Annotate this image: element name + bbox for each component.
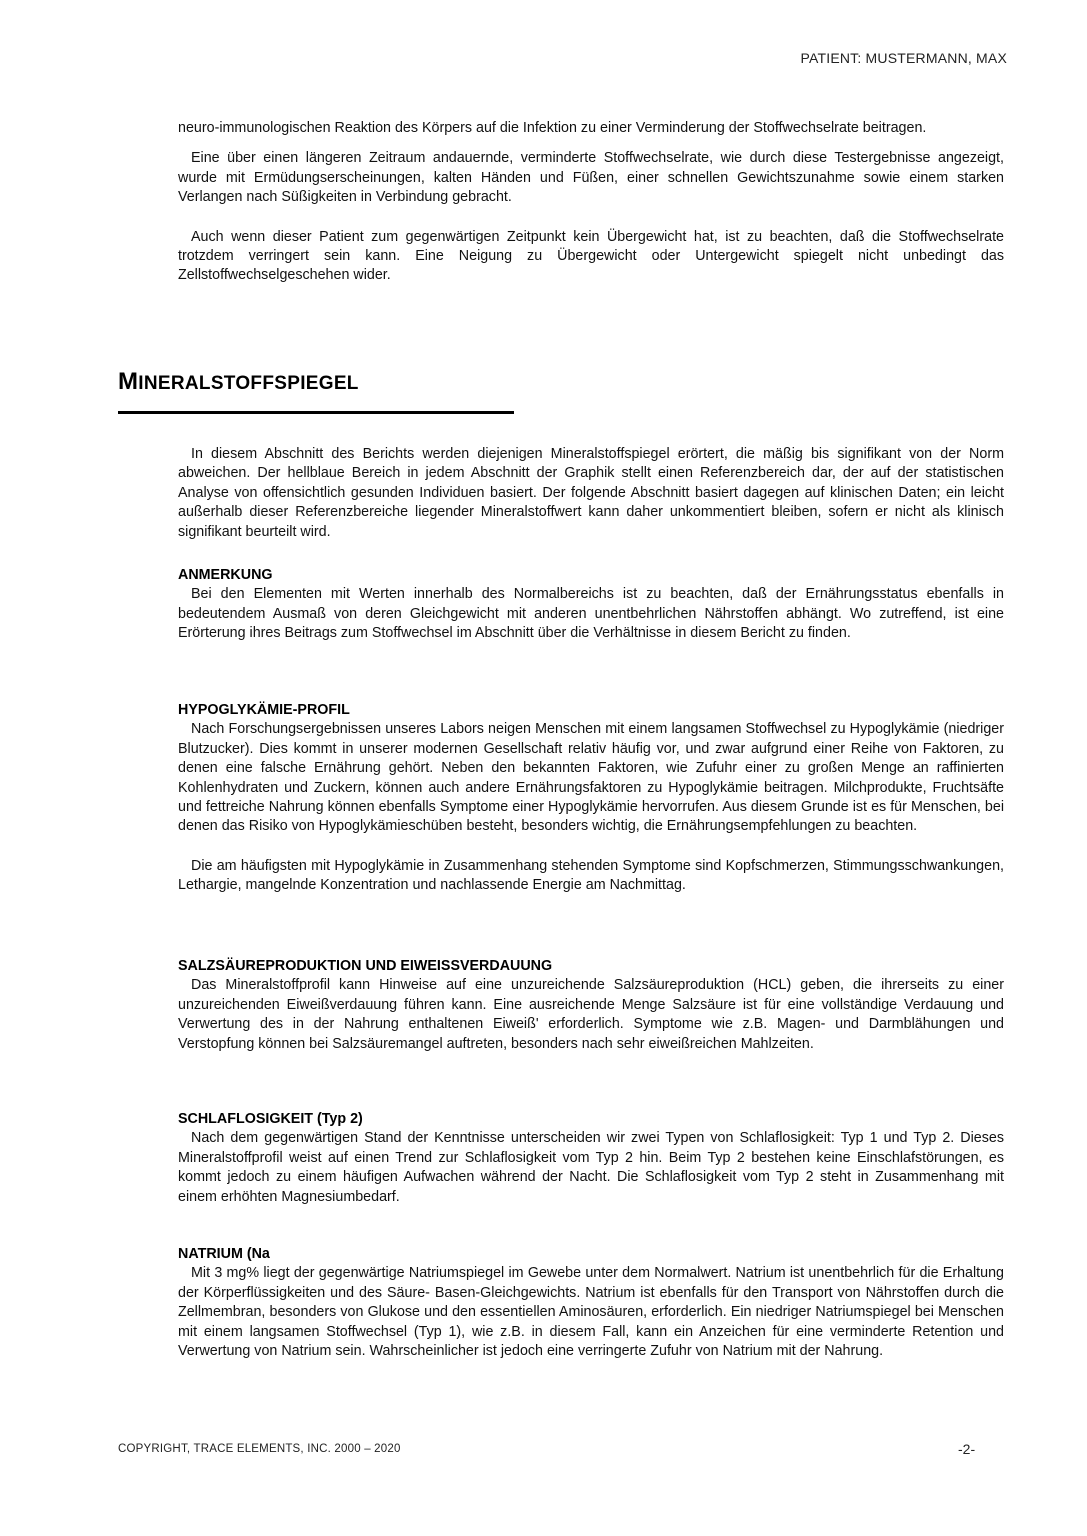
salzsaeure-text: Das Mineralstoffprofil kann Hinweise auf eine unzureichende Salzsäureproduktion (HCL) geben, die ihrerseits zu einer unzureichenden Eiweißverdauung führen kann. Eine ausreichende Menge Salzsäure ist für eine vollständige Verdauung und Verwertung des in der Nahrung enthaltenen Eiweiß' erforderlich. Symptome wie z.B. Magen- und Darmblähungen und Verstopfung können bei Salzsäuremangel auftreten, besonders nach sehr eiweißreichen Mahlzeiten. [178,977,1004,1052]
section-intro [178,445,1004,542]
patient-header: PATIENT: MUSTERMANN, MAX [800,50,1007,66]
schlaflosigkeit-text: Nach dem gegenwärtigen Stand der Kenntnisse unterscheiden wir zwei Typen von Schlaflosigkeit: Typ 1 und Typ 2. Dieses Mineralstoffprofil weist auf einen Trend zur Schlaflosigkeit vom Typ 2 hin. Beim Typ 2 bestehen keine Einschlafstörungen, es kommt jedoch zu einem häufigen Aufwachen während der Nacht. Die Schlaflosigkeit vom Typ 2 steht in Zusammenhang mit einem erhöhten Magnesiumbedarf. [178,1130,1004,1205]
intro-paragraph-1: neuro-immunologischen Reaktion des Körpers auf die Infektion zu einer Verminderung der Stoffwechselrate beitragen. [178,120,927,136]
section-title-rest: INERALSTOFFSPIEGEL [138,373,359,394]
section-title-initial: M [118,368,139,395]
natrium-heading: NATRIUM (Na [178,1246,270,1262]
intro-paragraph-3: Auch wenn dieser Patient zum gegenwärtigen Zeitpunkt kein Übergewicht hat, ist zu beachten, daß die Stoffwechselrate trotzdem verringert sein kann. Eine Neigung zu Übergewicht oder Untergewicht spiegelt nicht unbedingt das Zellstoffwechselgeschehen wider. [178,228,1004,284]
anmerkung-block [178,566,1004,644]
hypoglykaemie-block [178,701,1004,896]
section-divider [118,411,514,414]
footer-page-number: -2- [958,1441,976,1457]
hypoglykaemie-heading: HYPOGLYKÄMIE-PROFIL [178,702,350,718]
section-title [118,368,359,396]
hypoglykaemie-text: Nach Forschungsergebnissen unseres Labors neigen Menschen mit einem langsamen Stoffwechsel zu Hypoglykämie (niedriger Blutzucker). Dies kommt in unserer modernen Gesellschaft relativ häufig vor, und zwar aufgrund einer Reihe von Faktoren, zu denen eine falsche Ernährung gehört. Neben den bekannten Faktoren, wie Zufuhr einer zu großen Menge an raffinierten Kohlenhydraten und Zuckern, können auch andere Ernährungsfaktoren zu Hypoglykämie beitragen. Milchprodukte, Fruchtsäfte und fettreiche Nahrung können ebenfalls Symptome einer Hypoglykämie hervorrufen. Aus diesem Grunde ist es für Menschen, bei denen das Risiko von Hypoglykämieschüben besteht, besonders wichtig, die Ernährungsempfehlungen zu beachten. [178,721,1004,835]
hypoglykaemie-symptoms: Die am häufigsten mit Hypoglykämie in Zusammenhang stehenden Symptome sind Kopfschmerzen, Stimmungsschwankungen, Lethargie, mangelnde Konzentration und nachlassende Energie am Nachmittag. [178,857,1004,894]
salzsaeure-heading: SALZSÄUREPRODUKTION UND EIWEISSVERDAUUNG [178,958,553,974]
schlaflosigkeit-block [178,1110,1004,1207]
intro-paragraph-2: Eine über einen längeren Zeitraum andauernde, verminderte Stoffwechselrate, wie durch diese Testergebnisse angezeigt, wurde mit Ermüdungserscheinungen, kalten Händen und Füßen, einer schnellen Gewichtszunahme sowie einem starken Verlangen nach Süßigkeiten in Verbindung gebracht. [178,150,1004,206]
intro-text [178,119,1004,286]
anmerkung-text: Bei den Elementen mit Werten innerhalb des Normalbereichs ist zu beachten, daß der Ernährungsstatus ebenfalls in bedeutendem Ausmaß von deren Gleichgewicht mit anderen unentbehrlichen Nährstoffen abhängt. Wo zutreffend, ist eine Erörterung ihres Beitrags zum Stoffwechsel im Abschnitt über die Verhältnisse in diesem Bericht zu finden. [178,586,1004,642]
natrium-block [178,1245,1004,1361]
anmerkung-heading: ANMERKUNG [178,567,273,583]
section-intro-paragraph: In diesem Abschnitt des Berichts werden diejenigen Mineralstoffspiegel erörtert, die mäßig bis signifikant von der Norm abweichen. Der hellblaue Bereich in jedem Abschnitt der Graphik stellt einen Referenzbereich dar, der auf der statistischen Analyse von offensichtlich gesunden Individuen basiert. Der folgende Abschnitt basiert dagegen auf klinischen Daten; ein leicht außerhalb dieser Referenzbereiche liegender Mineralstoffwert kann daher unkommentiert bleiben, sofern er nicht als klinisch signifikant beurteilt wird. [178,446,1004,540]
footer-copyright: COPYRIGHT, TRACE ELEMENTS, INC. 2000 – 2020 [118,1443,401,1455]
natrium-text: Mit 3 mg% liegt der gegenwärtige Natriumspiegel im Gewebe unter dem Normalwert. Natrium ist unentbehrlich für die Erhaltung der Körperflüssigkeiten und des Säure- Basen-Gleichgewichts. Natrium ist ebenfalls für den Transport von Nährstoffen durch die Zellmembran, besonders von Glukose und den essentiellen Aminosäuren, erforderlich. Ein niedriger Natriumspiegel bei Menschen mit einem langsamen Stoffwechsel (Typ 1), wie z.B. in diesem Fall, kann ein Anzeichen für eine verminderte Retention und Verwertung von Natrium sein. Wahrscheinlicher ist jedoch eine verringerte Zufuhr von Natrium mit der Nahrung. [178,1265,1004,1360]
salzsaeure-block [178,957,1004,1054]
schlaflosigkeit-heading: SCHLAFLOSIGKEIT (Typ 2) [178,1111,363,1127]
